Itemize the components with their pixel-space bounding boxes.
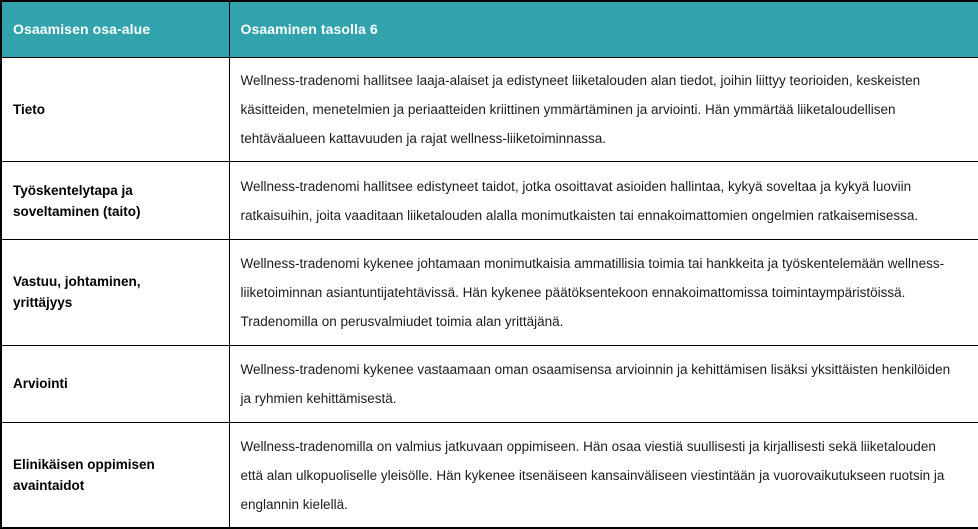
column-header-osaamisen-osa-alue: Osaamisen osa-alue xyxy=(1,1,229,57)
table-row-vastuu xyxy=(1,240,978,345)
row-description: Wellness-tradenomi hallitsee laaja-alaiset ja edistyneet liiketalouden alan tiedot, joihin liittyy teorioiden, keskeisten käsitteiden, menetelmien ja periaatteiden kriittinen ymmärtäminen ja arviointi. Hän ymmärtää liiketaloudellisen tehtäväalueen kattavuuden ja rajat wellness-liiketoiminnassa. xyxy=(229,57,978,161)
column-header-osaaminen-tasolla-6: Osaaminen tasolla 6 xyxy=(229,1,978,57)
row-description: Wellness-tradenomi hallitsee edistyneet taidot, jotka osoittavat asioiden hallintaa, kykyä soveltaa ja kykyä luoviin ratkaisuihin, joita vaaditaan liiketalouden alalla monimutkaisten tai ennakoimattomien ongelmien ratkaisemisessa. xyxy=(229,161,978,239)
table-header-row xyxy=(1,1,978,57)
row-description: Wellness-tradenomilla on valmius jatkuvaan oppimiseen. Hän osaa viestiä suullisesti ja kirjallisesti sekä liiketalouden että alan ulkopuoliselle yleisölle. Hän kykenee itsenäiseen kansainväliseen viestintään ja vuorovaikutukseen ruotsin ja englannin kielellä. xyxy=(229,423,978,528)
row-label: Arviointi xyxy=(1,345,229,422)
row-label: Vastuu, johtaminen, yrittäjyys xyxy=(1,240,229,345)
table-row-tyoskentelytapa xyxy=(1,161,978,239)
table-row-tieto xyxy=(1,57,978,161)
row-description: Wellness-tradenomi kykenee johtamaan monimutkaisia ammatillisia toimia tai hankkeita ja työskentelemään wellness-liiketoiminnan asiantuntijatehtävissä. Hän kykenee päätöksentekoon ennakoimattomissa toimintaympäristöissä. Tradenomilla on perusvalmiudet toimia alan yrittäjänä. xyxy=(229,240,978,345)
table-row-elinikainen-oppiminen xyxy=(1,423,978,528)
row-label: Työskentelytapa ja soveltaminen (taito) xyxy=(1,161,229,239)
row-description: Wellness-tradenomi kykenee vastaamaan oman osaamisensa arvioinnin ja kehittämisen lisäksi yksittäisten henkilöiden ja ryhmien kehittämisestä. xyxy=(229,345,978,422)
table-row-arviointi xyxy=(1,345,978,422)
row-label: Tieto xyxy=(1,57,229,161)
row-label: Elinikäisen oppimisen avaintaidot xyxy=(1,423,229,528)
